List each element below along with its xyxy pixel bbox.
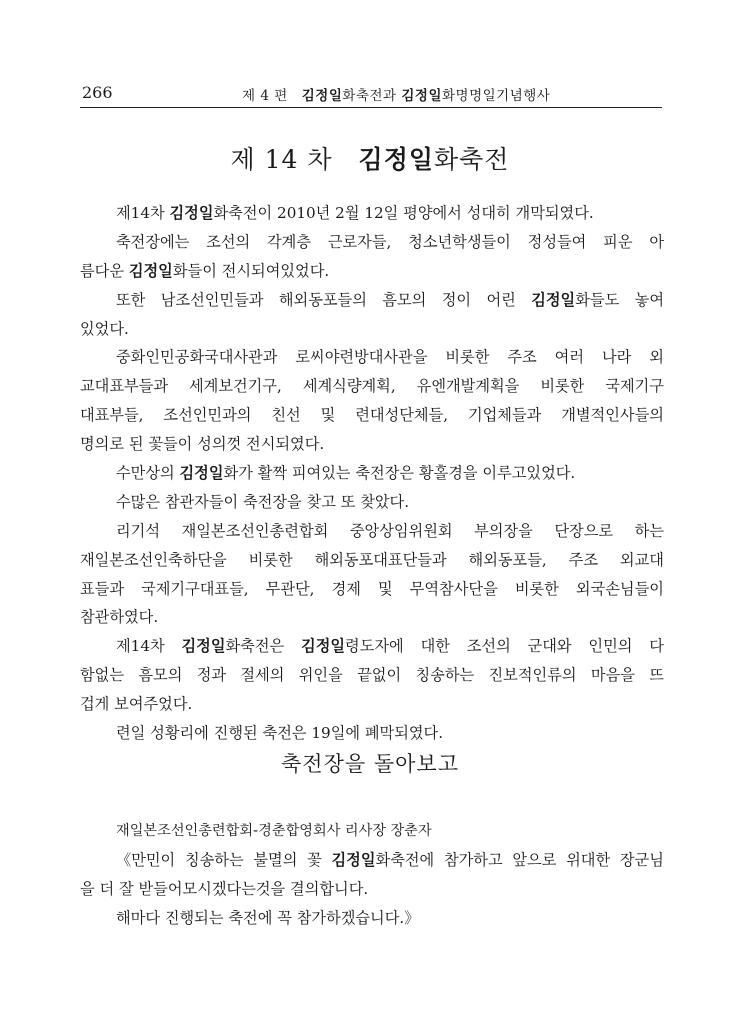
- word: 부의장을: [474, 521, 533, 540]
- quote-line: [80, 846, 664, 875]
- word: 위대한: [566, 851, 611, 869]
- word: 중화인민공화국대사관과: [116, 348, 278, 367]
- quote-line: [80, 875, 664, 904]
- word: 칭송하는: [415, 666, 475, 685]
- word: 해외동포대표단들과: [314, 550, 447, 569]
- text: 있었다.: [80, 319, 129, 338]
- word: 칭송하는: [184, 851, 244, 869]
- word: 비롯한: [445, 348, 490, 367]
- word: 절세의: [240, 666, 285, 685]
- paragraph-line: [80, 488, 664, 517]
- word: 장군님: [619, 851, 664, 869]
- text: 제14차: [116, 204, 170, 222]
- text: 을 더 잘 받들어모시겠다는것을 결의합니다.: [80, 879, 369, 898]
- text: 련일 성황리에 진행된 축전은 19일에 폐막되였다.: [116, 724, 444, 743]
- word: 대표부들,: [80, 406, 144, 425]
- word: 각계층: [267, 232, 312, 251]
- word: 근로자들,: [327, 232, 392, 251]
- leader-name: 김정일: [169, 204, 214, 222]
- word: 군대와: [527, 637, 572, 656]
- word: 여러: [554, 348, 585, 367]
- paragraph-line: [80, 690, 664, 719]
- word: 해외동포들,: [468, 550, 547, 569]
- paragraph-line: [80, 546, 664, 575]
- paragraph-line: [80, 719, 664, 748]
- word: 다: [649, 637, 664, 656]
- word: 정과: [196, 666, 227, 685]
- word: 해외동포들의: [278, 290, 367, 309]
- word: 및: [320, 406, 336, 425]
- word: 조선의: [206, 232, 251, 251]
- word: 끝없이: [357, 666, 402, 685]
- word: 국제기구: [605, 377, 664, 396]
- word: 비롯한: [248, 550, 293, 569]
- word: 로씨야련방대사관을: [295, 348, 428, 367]
- text-run: [116, 459, 575, 488]
- text: 수많은 참관자들이 축전장을 찾고 또 찾았다.: [116, 492, 410, 511]
- word: 무관단,: [265, 579, 315, 598]
- word: 뜨: [649, 666, 664, 685]
- word: 외: [649, 348, 664, 367]
- word: 남조선인민들과: [160, 290, 264, 309]
- text: 화축전이 2010년 2월 12일 평양에서 성대히 개막되였다.: [213, 204, 594, 222]
- word: 흠모의: [138, 666, 183, 685]
- word: 련대성단체들,: [355, 406, 449, 425]
- word: 교대표부들과: [80, 377, 169, 396]
- testimonial: [80, 816, 664, 933]
- word: 정이: [441, 290, 472, 309]
- word: 김정일령도자에: [301, 637, 404, 656]
- word: 친선: [271, 406, 301, 425]
- word: 재일본조선인총련합회: [181, 521, 329, 540]
- word: 《만민이: [116, 851, 176, 869]
- word: 하는: [634, 521, 664, 540]
- text: 참관하였다.: [80, 608, 159, 627]
- word: 세계보건기구,: [189, 377, 282, 396]
- text: 해마다 진행되는 축전에 꼭 참가하겠습니다.》: [116, 908, 420, 927]
- running-head: [242, 84, 550, 104]
- word: 중앙상임위원회: [349, 521, 453, 540]
- word: 대한: [420, 637, 450, 656]
- text-run: [80, 257, 329, 286]
- paragraph-line: [80, 372, 664, 401]
- paragraph-line: [80, 517, 664, 546]
- paragraph-line: [80, 199, 664, 228]
- word: 세계식량계획,: [302, 377, 396, 396]
- word: 재일본조선인축하단을: [80, 550, 227, 569]
- paragraph-line: [80, 430, 664, 459]
- word: 나라: [601, 348, 632, 367]
- word: 피운: [603, 232, 633, 251]
- paragraph-line: [80, 286, 664, 315]
- text: 수만상의: [116, 464, 180, 483]
- article-body: [80, 199, 664, 748]
- paragraph-line: [80, 401, 664, 430]
- word: 불멸의: [253, 851, 298, 869]
- word: 꽃: [307, 851, 322, 869]
- quote-line: [80, 904, 664, 933]
- word: 김정일화축전은: [181, 637, 285, 656]
- word: 조선의: [466, 637, 511, 656]
- word: 개별적인사들의: [561, 406, 664, 425]
- word: 주조: [507, 348, 537, 367]
- text: 름다운: [80, 261, 129, 280]
- word: 주조: [568, 550, 598, 569]
- word: 진보적인류의: [488, 666, 577, 685]
- running-head-part: 제 4 편: [242, 88, 302, 104]
- text: 화가 활짝 피여있는 축전장은 황홀경을 이루고있었다.: [223, 464, 576, 483]
- word: 기업체들과: [467, 406, 542, 425]
- leader-name: 김정일: [301, 88, 343, 104]
- title-prefix: 제 14 차: [230, 145, 359, 174]
- word: 외국손님들이: [575, 579, 664, 598]
- paragraph-line: [80, 603, 664, 632]
- word: 제14차: [116, 637, 165, 656]
- paragraph-line: [80, 661, 664, 690]
- paragraph-line: [80, 228, 664, 257]
- word: 인민의: [588, 637, 633, 656]
- word: 앞으로: [512, 851, 557, 869]
- word: 위인을: [298, 666, 343, 685]
- word: 어린: [486, 290, 516, 309]
- running-head-part: 화축전과: [342, 88, 402, 104]
- paragraph-line: [80, 459, 664, 488]
- paragraph-line: [80, 575, 664, 604]
- paragraph-line: [80, 343, 664, 372]
- page-header: [80, 83, 662, 108]
- word: 김정일화들도: [531, 290, 620, 309]
- word: 조선인민과의: [163, 406, 252, 425]
- leader-name: 김정일: [181, 637, 226, 656]
- running-head-part: 화명명일기념행사: [441, 88, 551, 104]
- testimonial-author: 재일본조선인총련합회-경춘합영회사 리사장 장춘자: [116, 823, 432, 839]
- word: 유엔개발계획을: [416, 377, 520, 396]
- word: 및: [377, 579, 393, 598]
- section-heading: 축전장을 돌아보고: [281, 752, 459, 776]
- word: 무역참사단을: [409, 579, 498, 598]
- word: 축전장에는: [116, 232, 190, 251]
- word: 정성들여: [527, 232, 587, 251]
- title-suffix: 화축전: [434, 145, 510, 174]
- word: 놓여: [634, 290, 664, 309]
- article-title: [0, 140, 740, 176]
- text: 겁게 보여주었다.: [80, 695, 193, 714]
- word: 외교대: [619, 550, 664, 569]
- paragraph-line: [80, 632, 664, 661]
- title-name: 김정일: [358, 145, 434, 174]
- paragraph-line: [80, 257, 664, 286]
- text-run: [116, 199, 594, 228]
- word: 국제기구대표들,: [141, 579, 249, 598]
- word: 또한: [116, 290, 146, 309]
- text: 명의로 된 꽃들이 성의껏 전시되였다.: [80, 435, 325, 454]
- word: 리기석: [116, 521, 161, 540]
- word: 표들과: [80, 579, 125, 598]
- word: 함없는: [80, 666, 125, 685]
- leader-name: 김정일: [401, 88, 442, 104]
- word: 청소년학생들이: [408, 232, 511, 251]
- word: 비롯한: [514, 579, 559, 598]
- leader-name: 김정일: [331, 851, 376, 869]
- word: 아: [649, 232, 664, 251]
- leader-name: 김정일: [128, 261, 173, 280]
- paragraph-line: [80, 315, 664, 344]
- word: 경제: [331, 579, 361, 598]
- word: 단장으로: [554, 521, 614, 540]
- word: 김정일화축전에: [331, 851, 435, 869]
- page-number: 266: [82, 83, 113, 102]
- word: 마음을: [590, 666, 635, 685]
- leader-name: 김정일: [179, 464, 224, 483]
- leader-name: 김정일: [301, 637, 346, 656]
- word: 참가하고: [443, 851, 503, 869]
- word: 비롯한: [540, 377, 585, 396]
- leader-name: 김정일: [531, 290, 576, 309]
- word: 흠모의: [382, 290, 427, 309]
- text: 화들이 전시되여있었다.: [172, 261, 330, 280]
